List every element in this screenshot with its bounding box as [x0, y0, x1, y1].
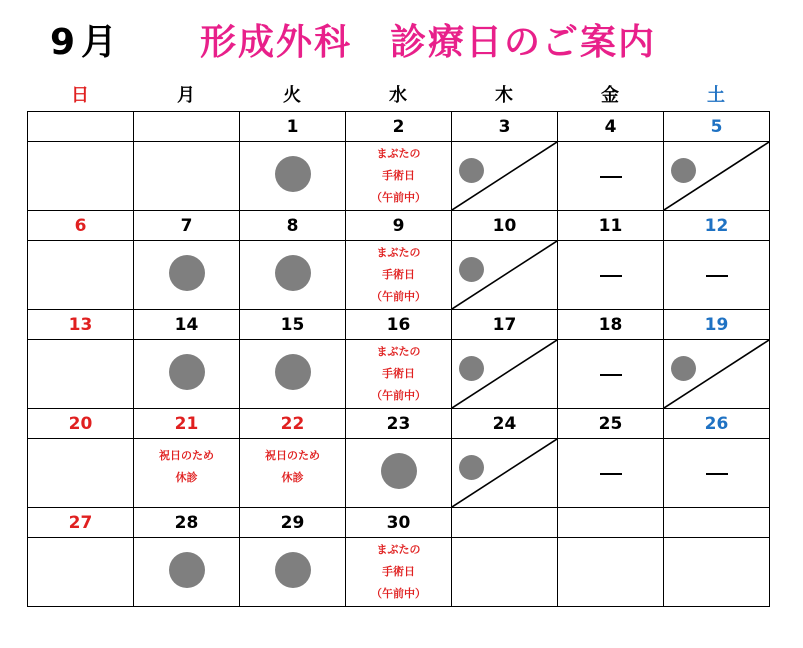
status-cell	[28, 538, 134, 607]
date-cell	[346, 112, 452, 142]
full-clinic-dot-icon	[275, 552, 311, 588]
status-cell	[28, 241, 134, 310]
half-day-dot-icon	[459, 455, 484, 480]
date-number: 17	[492, 314, 517, 335]
date-cell	[558, 508, 664, 538]
date-cell	[558, 310, 664, 340]
date-cell	[28, 508, 134, 538]
week-4-status	[28, 439, 770, 508]
status-cell	[134, 538, 240, 607]
status-cell	[664, 142, 770, 211]
closed-dash-icon	[706, 275, 728, 277]
full-clinic-dot-icon	[275, 156, 311, 192]
weekday-wed: 水	[389, 85, 407, 106]
status-cell	[664, 241, 770, 310]
weekday-sat: 土	[707, 85, 725, 106]
status-cell	[240, 538, 346, 607]
date-cell	[134, 310, 240, 340]
closed-dash-icon	[600, 374, 622, 376]
date-number: 13	[68, 314, 93, 335]
status-cell	[28, 340, 134, 409]
date-cell	[134, 508, 240, 538]
status-cell	[240, 241, 346, 310]
status-cell	[28, 439, 134, 508]
status-cell	[240, 340, 346, 409]
week-1-dates	[28, 112, 770, 142]
half-day-slot	[452, 439, 557, 507]
date-cell	[240, 409, 346, 439]
date-cell	[452, 112, 558, 142]
status-cell	[134, 142, 240, 211]
date-number: 16	[386, 314, 411, 335]
half-day-slot	[664, 340, 769, 408]
date-number: 2	[392, 116, 405, 137]
date-number: 19	[704, 314, 729, 335]
date-cell	[134, 112, 240, 142]
date-cell	[664, 508, 770, 538]
half-day-dot-icon	[459, 257, 484, 282]
date-number: 7	[180, 215, 193, 236]
full-clinic-dot-icon	[381, 453, 417, 489]
date-number: 1	[286, 116, 299, 137]
page-title: 形成外科 診療日のご案内	[200, 22, 657, 63]
status-cell	[452, 439, 558, 508]
date-cell	[558, 211, 664, 241]
status-cell	[452, 142, 558, 211]
date-number: 27	[68, 512, 93, 533]
status-cell	[664, 439, 770, 508]
date-cell	[346, 310, 452, 340]
date-number: 4	[604, 116, 617, 137]
date-number: 10	[492, 215, 517, 236]
status-cell	[452, 340, 558, 409]
date-cell	[240, 310, 346, 340]
status-cell	[664, 340, 770, 409]
full-clinic-dot-icon	[169, 552, 205, 588]
status-cell	[134, 241, 240, 310]
date-number: 21	[174, 413, 199, 434]
week-5-status	[28, 538, 770, 607]
full-clinic-dot-icon	[275, 354, 311, 390]
date-number: 20	[68, 413, 93, 434]
date-number: 15	[280, 314, 305, 335]
date-cell	[240, 508, 346, 538]
status-cell	[240, 439, 346, 508]
closed-dash-icon	[706, 473, 728, 475]
week-3-status	[28, 340, 770, 409]
date-cell	[558, 112, 664, 142]
date-cell	[452, 211, 558, 241]
date-cell	[134, 409, 240, 439]
eyelid-surgery-note: まぶたの 手術日 （午前中）	[371, 345, 426, 402]
date-cell	[558, 409, 664, 439]
status-cell	[558, 142, 664, 211]
half-day-dot-icon	[671, 158, 696, 183]
date-cell	[28, 112, 134, 142]
closed-dash-icon	[600, 473, 622, 475]
full-clinic-dot-icon	[169, 255, 205, 291]
date-cell	[664, 112, 770, 142]
half-day-slot	[664, 142, 769, 210]
eyelid-surgery-note: まぶたの 手術日 （午前中）	[371, 543, 426, 600]
status-cell	[452, 538, 558, 607]
week-3-dates	[28, 310, 770, 340]
half-day-dot-icon	[671, 356, 696, 381]
date-cell	[240, 112, 346, 142]
date-number: 11	[598, 215, 623, 236]
date-cell	[28, 310, 134, 340]
date-number: 22	[280, 413, 305, 434]
date-number: 8	[286, 215, 299, 236]
date-number: 3	[498, 116, 511, 137]
weekday-mon: 月	[177, 85, 195, 106]
status-cell	[452, 241, 558, 310]
status-cell	[134, 340, 240, 409]
date-number: 23	[386, 413, 411, 434]
status-cell	[346, 340, 452, 409]
week-2-status	[28, 241, 770, 310]
date-cell	[134, 211, 240, 241]
date-number: 30	[386, 512, 411, 533]
date-number: 25	[598, 413, 623, 434]
eyelid-surgery-note: まぶたの 手術日 （午前中）	[371, 246, 426, 303]
date-number: 9	[392, 215, 405, 236]
date-cell	[452, 508, 558, 538]
weekday-thu: 木	[495, 85, 513, 106]
date-cell	[346, 508, 452, 538]
status-cell	[346, 439, 452, 508]
status-cell	[558, 439, 664, 508]
half-day-slot	[452, 340, 557, 408]
full-clinic-dot-icon	[169, 354, 205, 390]
half-day-dot-icon	[459, 158, 484, 183]
date-cell	[664, 211, 770, 241]
week-1-status	[28, 142, 770, 211]
date-cell	[28, 211, 134, 241]
holiday-closed-note: 祝日のため 休診	[159, 449, 214, 484]
week-4-dates	[28, 409, 770, 439]
half-day-dot-icon	[459, 356, 484, 381]
weekday-fri: 金	[601, 85, 619, 106]
half-day-slot	[452, 241, 557, 309]
date-number: 14	[174, 314, 199, 335]
date-cell	[664, 310, 770, 340]
weekday-sun: 日	[71, 85, 89, 106]
date-cell	[240, 211, 346, 241]
date-number: 24	[492, 413, 517, 434]
date-cell	[28, 409, 134, 439]
status-cell	[558, 340, 664, 409]
week-2-dates	[28, 211, 770, 241]
week-5-dates	[28, 508, 770, 538]
status-cell	[664, 538, 770, 607]
status-cell	[346, 241, 452, 310]
month-label: 9月	[50, 22, 124, 63]
date-cell	[452, 310, 558, 340]
status-cell	[558, 241, 664, 310]
full-clinic-dot-icon	[275, 255, 311, 291]
status-cell	[134, 439, 240, 508]
weekday-tue: 火	[283, 85, 301, 106]
date-number: 18	[598, 314, 623, 335]
date-cell	[346, 211, 452, 241]
date-number: 28	[174, 512, 199, 533]
date-number: 12	[704, 215, 729, 236]
date-number: 5	[710, 116, 723, 137]
eyelid-surgery-note: まぶたの 手術日 （午前中）	[371, 147, 426, 204]
closed-dash-icon	[600, 176, 622, 178]
status-cell	[240, 142, 346, 211]
closed-dash-icon	[600, 275, 622, 277]
date-number: 6	[74, 215, 87, 236]
date-number: 26	[704, 413, 729, 434]
date-cell	[452, 409, 558, 439]
half-day-slot	[452, 142, 557, 210]
calendar-grid	[27, 111, 770, 607]
weekday-header	[27, 82, 769, 110]
date-cell	[664, 409, 770, 439]
status-cell	[28, 142, 134, 211]
holiday-closed-note: 祝日のため 休診	[265, 449, 320, 484]
status-cell	[346, 142, 452, 211]
date-number: 29	[280, 512, 305, 533]
status-cell	[346, 538, 452, 607]
date-cell	[346, 409, 452, 439]
status-cell	[558, 538, 664, 607]
